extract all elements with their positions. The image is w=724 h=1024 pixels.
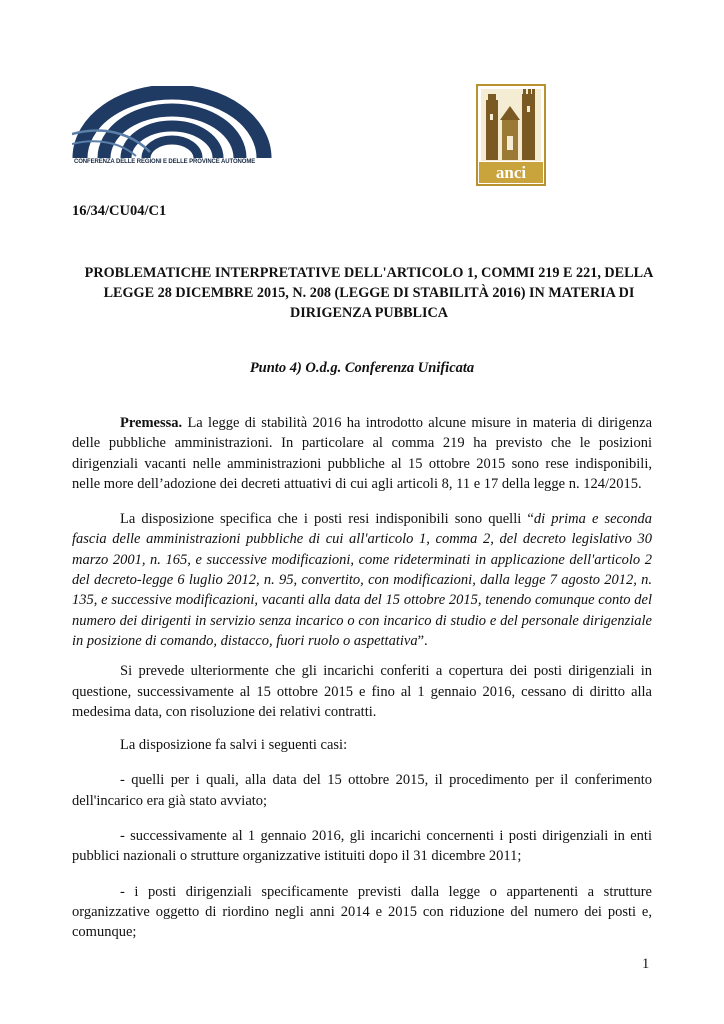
- premessa-label: Premessa.: [120, 415, 183, 431]
- bullet-item-1: - quelli per i quali, alla data del 15 ottobre 2015, il procedimento per il conferimento dell'incarico era già stato avviato;: [72, 772, 652, 809]
- paragraph-2-quote: di prima e seconda fascia delle amministrazioni pubbliche di cui all'articolo 1, comma 2, del decreto legislativo 30 marzo 2001, n. 165, e successive modificazioni, come rideterminati in applicazione dell'articolo 2 del decreto-legge 6 luglio 2012, n. 95, convertito, con modificazioni, dalla legge 7 agosto 2012, n. 135, e successive modificazioni, vacanti alla data del 15 ottobre 2015, tenendo comunque conto del numero dei dirigenti in servizio senza incarico o con incarico di studio e del personale dirigenziale in posizione di comando, distacco, fuori ruolo o aspettativa: [72, 511, 652, 649]
- paragraph-premessa: [72, 413, 652, 494]
- document-title: PROBLEMATICHE INTERPRETATIVE DELL'ARTICOLO 1, COMMI 219 E 221, DELLA LEGGE 28 DICEMBRE 2015, N. 208 (LEGGE DI STABILITÀ 2016) IN MATERIA DI DIRIGENZA PUBBLICA: [84, 265, 654, 321]
- conferenza-regioni-logo: [72, 86, 332, 176]
- paragraph-2-end: ”.: [417, 632, 428, 649]
- anci-label: anci: [495, 163, 527, 182]
- document-body: [72, 413, 652, 958]
- conferenza-caption: CONFERENZA DELLE REGIONI E DELLE PROVINCE AUTONOME: [74, 159, 256, 165]
- document-reference: 16/34/CU04/C1: [72, 203, 167, 219]
- document-subtitle: Punto 4) O.d.g. Conferenza Unificata: [249, 360, 475, 376]
- conferenza-arcs-icon: [72, 86, 272, 160]
- paragraph-2-intro: La disposizione specifica che i posti resi indisponibili sono quelli “: [120, 511, 534, 528]
- paragraph-disposizione: [72, 509, 652, 651]
- anci-logo: [476, 84, 546, 186]
- paragraph-casi: La disposizione fa salvi i seguenti casi:: [120, 737, 348, 754]
- bullet-item-2: - successivamente al 1 gennaio 2016, gli incarichi concernenti i posti dirigenziali in enti pubblici nazionali o strutture organizzative istituiti dopo il 31 dicembre 2011;: [72, 828, 652, 865]
- premessa-text: La legge di stabilità 2016 ha introdotto alcune misure in materia di dirigenza delle pubbliche amministrazioni. In particolare al comma 219 ha previsto che le posizioni dirigenziali vacanti nelle amministrazioni pubbliche al 15 ottobre 2015 sono rese indisponibili, nelle more dell’adozione dei decreti attuativi di cui agli articoli 8, 11 e 17 della legge n. 124/2015.: [72, 415, 652, 492]
- bullet-item-3: - i posti dirigenziali specificamente previsti dalla legge o appartenenti a strutture organizzative oggetto di riordino negli anni 2014 e 2015 con riduzione del numero dei posti e, comunque;: [72, 883, 652, 941]
- page-number: 1: [642, 956, 650, 972]
- paragraph-incarichi: Si prevede ulteriormente che gli incarichi conferiti a copertura dei posti dirigenziali in questione, successivamente al 15 ottobre 2015 e fino al 1 gennaio 2016, cessano di diritto alla medesima data, con risoluzione dei relativi contratti.: [72, 663, 652, 720]
